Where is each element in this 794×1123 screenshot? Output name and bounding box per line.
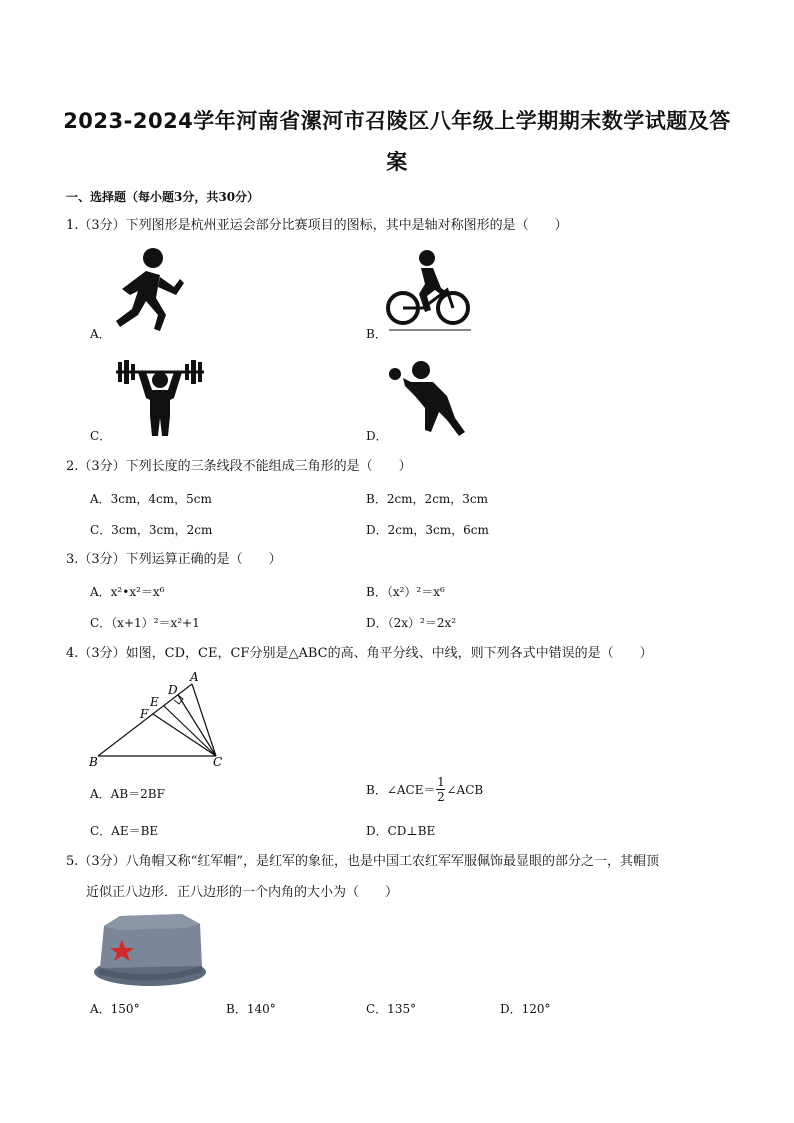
question-5-stem-line2: 近似正八边形．正八边形的一个内角的大小为（ ）	[86, 885, 399, 900]
page-title: 2023-2024学年河南省漯河市召陵区八年级上学期期末数学试题及答	[63, 109, 731, 133]
q4-option-c: C．AE＝BE	[90, 824, 159, 838]
volleyball-icon	[385, 356, 469, 440]
question-4-stem: 4.（3分）如图，CD，CE，CF分别是△ABC的高、角平分线、中线，则下列各式中错误的是（ ）	[66, 646, 653, 661]
red-army-cap-image	[90, 908, 210, 994]
fraction-denominator: 2	[437, 790, 445, 804]
vertex-label-c: C	[213, 755, 223, 769]
running-icon	[108, 243, 188, 342]
point-label-e: E	[150, 695, 159, 709]
q5-option-a: A．150°	[90, 1002, 140, 1016]
q5-option-c: C．135°	[366, 1002, 417, 1016]
q1-option-d: D．	[366, 429, 388, 443]
q3-option-b: B．（x²）²＝x⁶	[366, 585, 445, 599]
q2-option-a: A．3cm，4cm，5cm	[90, 492, 212, 506]
weightlifting-icon	[112, 356, 208, 444]
q1-option-c: C．	[90, 429, 112, 443]
cycling-icon	[385, 246, 475, 338]
vertex-label-a: A	[190, 670, 199, 684]
q4-option-b-label: B．∠ACE＝	[366, 783, 436, 797]
page-title-continued: 案	[386, 150, 408, 174]
point-label-f: F	[140, 707, 149, 721]
question-5-stem-line1: 5.（3分）八角帽又称“红军帽”，是红军的象征，也是中国工农红军军服佩饰最显眼的部分之一，其帽顶	[66, 854, 659, 869]
q2-option-c: C．3cm，3cm，2cm	[90, 523, 213, 537]
vertex-label-b: B	[89, 755, 98, 769]
q3-option-c: C．（x+1）²＝x²+1	[90, 616, 200, 630]
q4-option-b-tail: ∠ACB	[446, 782, 484, 797]
section-heading: 一、选择题（每小题3分，共30分）	[66, 190, 260, 204]
triangle-figure	[86, 670, 236, 774]
point-label-d: D	[168, 683, 178, 697]
q3-option-a: A．x²•x²＝x⁶	[90, 585, 165, 599]
q1-option-a: A．	[90, 327, 111, 341]
q3-option-d: D．（2x）²＝2x²	[366, 616, 457, 630]
question-2-stem: 2.（3分）下列长度的三条线段不能组成三角形的是（ ）	[66, 459, 412, 474]
question-1-stem: 1.（3分）下列图形是杭州亚运会部分比赛项目的图标，其中是轴对称图形的是（ ）	[66, 218, 568, 233]
question-3-stem: 3.（3分）下列运算正确的是（ ）	[66, 552, 282, 567]
q5-option-b: B．140°	[226, 1002, 276, 1016]
q2-option-d: D．2cm，3cm，6cm	[366, 523, 489, 537]
q4-option-d: D．CD⊥BE	[366, 824, 436, 838]
fraction-numerator: 1	[437, 775, 445, 789]
q2-option-b: B．2cm，2cm，3cm	[366, 492, 489, 506]
q5-option-d: D．120°	[500, 1002, 551, 1016]
q4-option-b	[366, 775, 483, 804]
q4-option-a: A．AB＝2BF	[90, 787, 165, 801]
q1-option-b: B．	[366, 327, 387, 341]
fraction	[436, 775, 445, 804]
